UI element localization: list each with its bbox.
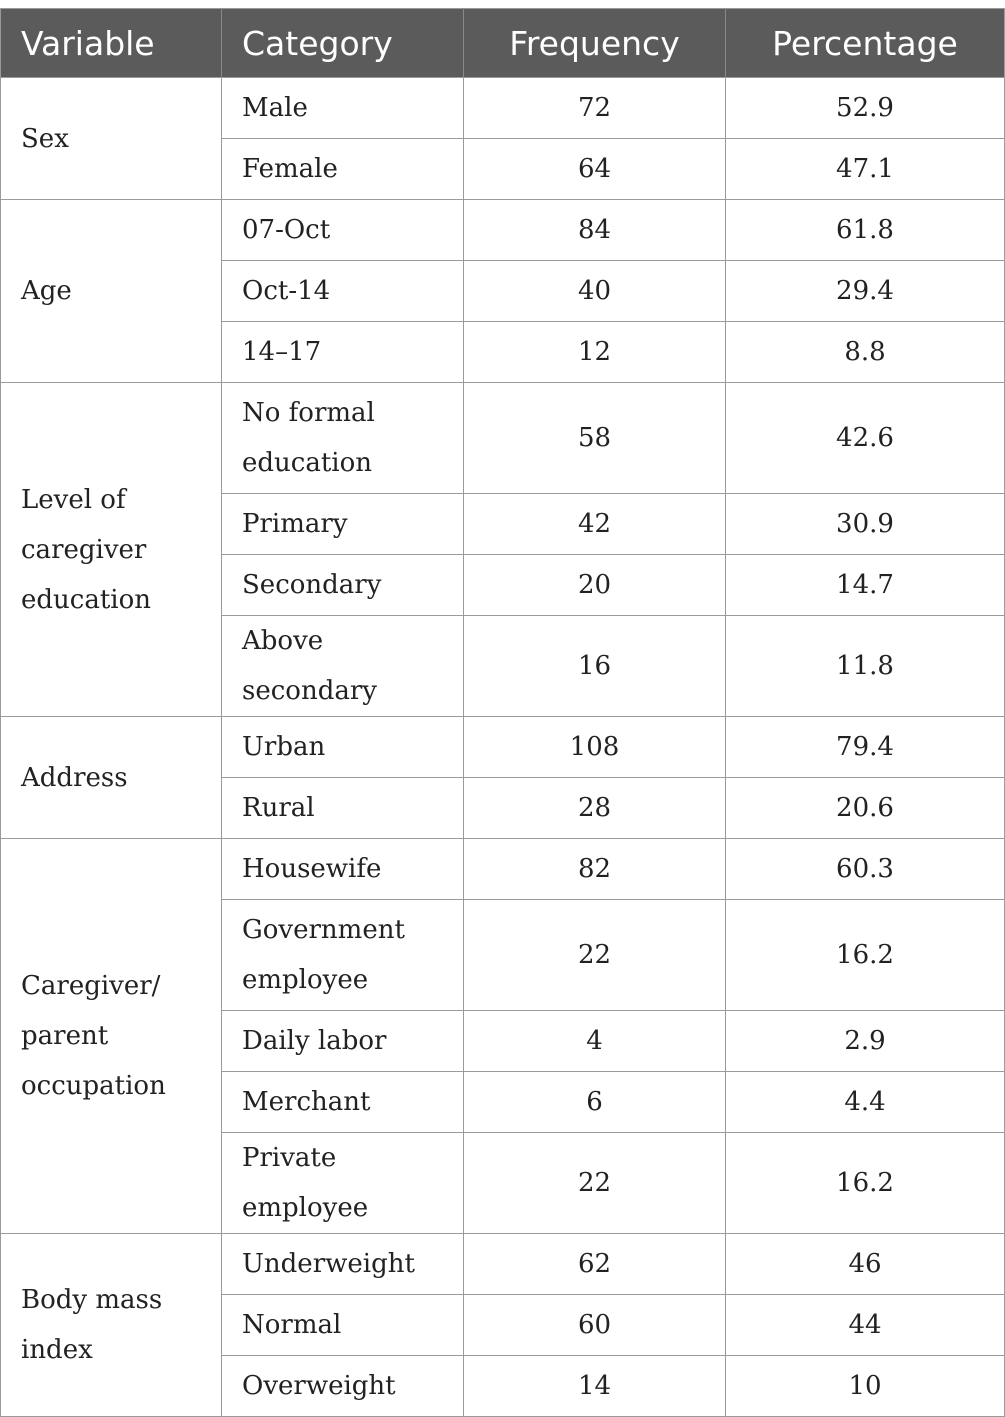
frequency-cell: 22 bbox=[464, 1133, 726, 1234]
category-cell: Merchant bbox=[222, 1072, 464, 1133]
percentage-cell: 29.4 bbox=[726, 261, 1005, 322]
table-row bbox=[1, 717, 1005, 778]
percentage-cell: 60.3 bbox=[726, 839, 1005, 900]
percentage-cell: 61.8 bbox=[726, 200, 1005, 261]
table-row bbox=[1, 839, 1005, 900]
header-frequency: Frequency bbox=[464, 9, 726, 78]
percentage-cell: 52.9 bbox=[726, 78, 1005, 139]
category-cell: Male bbox=[222, 78, 464, 139]
category-cell: Housewife bbox=[222, 839, 464, 900]
frequency-cell: 12 bbox=[464, 322, 726, 383]
variable-cell-age: Age bbox=[1, 200, 222, 383]
percentage-cell: 16.2 bbox=[726, 900, 1005, 1011]
category-cell: Urban bbox=[222, 717, 464, 778]
table-row bbox=[1, 200, 1005, 261]
table-row bbox=[1, 78, 1005, 139]
variable-cell-sex: Sex bbox=[1, 78, 222, 200]
table-header bbox=[1, 9, 1005, 78]
category-cell: Normal bbox=[222, 1295, 464, 1356]
header-percentage: Percentage bbox=[726, 9, 1005, 78]
category-cell: 14–17 bbox=[222, 322, 464, 383]
category-cell: Overweight bbox=[222, 1356, 464, 1417]
frequency-cell: 6 bbox=[464, 1072, 726, 1133]
category-cell: Oct-14 bbox=[222, 261, 464, 322]
demographics-table bbox=[0, 8, 1005, 1417]
frequency-cell: 4 bbox=[464, 1011, 726, 1072]
frequency-cell: 20 bbox=[464, 555, 726, 616]
percentage-cell: 20.6 bbox=[726, 778, 1005, 839]
header-row bbox=[1, 9, 1005, 78]
category-cell: Underweight bbox=[222, 1234, 464, 1295]
category-cell: Above secondary bbox=[222, 616, 464, 717]
table-body bbox=[1, 78, 1005, 1417]
percentage-cell: 44 bbox=[726, 1295, 1005, 1356]
frequency-cell: 72 bbox=[464, 78, 726, 139]
percentage-cell: 16.2 bbox=[726, 1133, 1005, 1234]
category-cell: Rural bbox=[222, 778, 464, 839]
frequency-cell: 42 bbox=[464, 494, 726, 555]
category-cell: Private employee bbox=[222, 1133, 464, 1234]
percentage-cell: 8.8 bbox=[726, 322, 1005, 383]
category-cell: 07-Oct bbox=[222, 200, 464, 261]
table-row bbox=[1, 1234, 1005, 1295]
frequency-cell: 60 bbox=[464, 1295, 726, 1356]
frequency-cell: 82 bbox=[464, 839, 726, 900]
frequency-cell: 22 bbox=[464, 900, 726, 1011]
category-cell: Primary bbox=[222, 494, 464, 555]
frequency-cell: 84 bbox=[464, 200, 726, 261]
percentage-cell: 79.4 bbox=[726, 717, 1005, 778]
percentage-cell: 30.9 bbox=[726, 494, 1005, 555]
frequency-cell: 58 bbox=[464, 383, 726, 494]
variable-cell-caregiver-occupation: Caregiver/ parent occupation bbox=[1, 839, 222, 1234]
frequency-cell: 14 bbox=[464, 1356, 726, 1417]
percentage-cell: 46 bbox=[726, 1234, 1005, 1295]
percentage-cell: 10 bbox=[726, 1356, 1005, 1417]
table-row bbox=[1, 383, 1005, 494]
variable-cell-caregiver-education: Level of caregiver education bbox=[1, 383, 222, 717]
percentage-cell: 2.9 bbox=[726, 1011, 1005, 1072]
percentage-cell: 47.1 bbox=[726, 139, 1005, 200]
frequency-cell: 40 bbox=[464, 261, 726, 322]
header-variable: Variable bbox=[1, 9, 222, 78]
frequency-cell: 108 bbox=[464, 717, 726, 778]
header-category: Category bbox=[222, 9, 464, 78]
variable-cell-body-mass-index: Body mass index bbox=[1, 1234, 222, 1417]
frequency-cell: 16 bbox=[464, 616, 726, 717]
category-cell: Government employee bbox=[222, 900, 464, 1011]
category-cell: No formal education bbox=[222, 383, 464, 494]
percentage-cell: 11.8 bbox=[726, 616, 1005, 717]
frequency-cell: 62 bbox=[464, 1234, 726, 1295]
percentage-cell: 14.7 bbox=[726, 555, 1005, 616]
percentage-cell: 4.4 bbox=[726, 1072, 1005, 1133]
category-cell: Secondary bbox=[222, 555, 464, 616]
percentage-cell: 42.6 bbox=[726, 383, 1005, 494]
frequency-cell: 64 bbox=[464, 139, 726, 200]
category-cell: Daily labor bbox=[222, 1011, 464, 1072]
frequency-cell: 28 bbox=[464, 778, 726, 839]
variable-cell-address: Address bbox=[1, 717, 222, 839]
category-cell: Female bbox=[222, 139, 464, 200]
